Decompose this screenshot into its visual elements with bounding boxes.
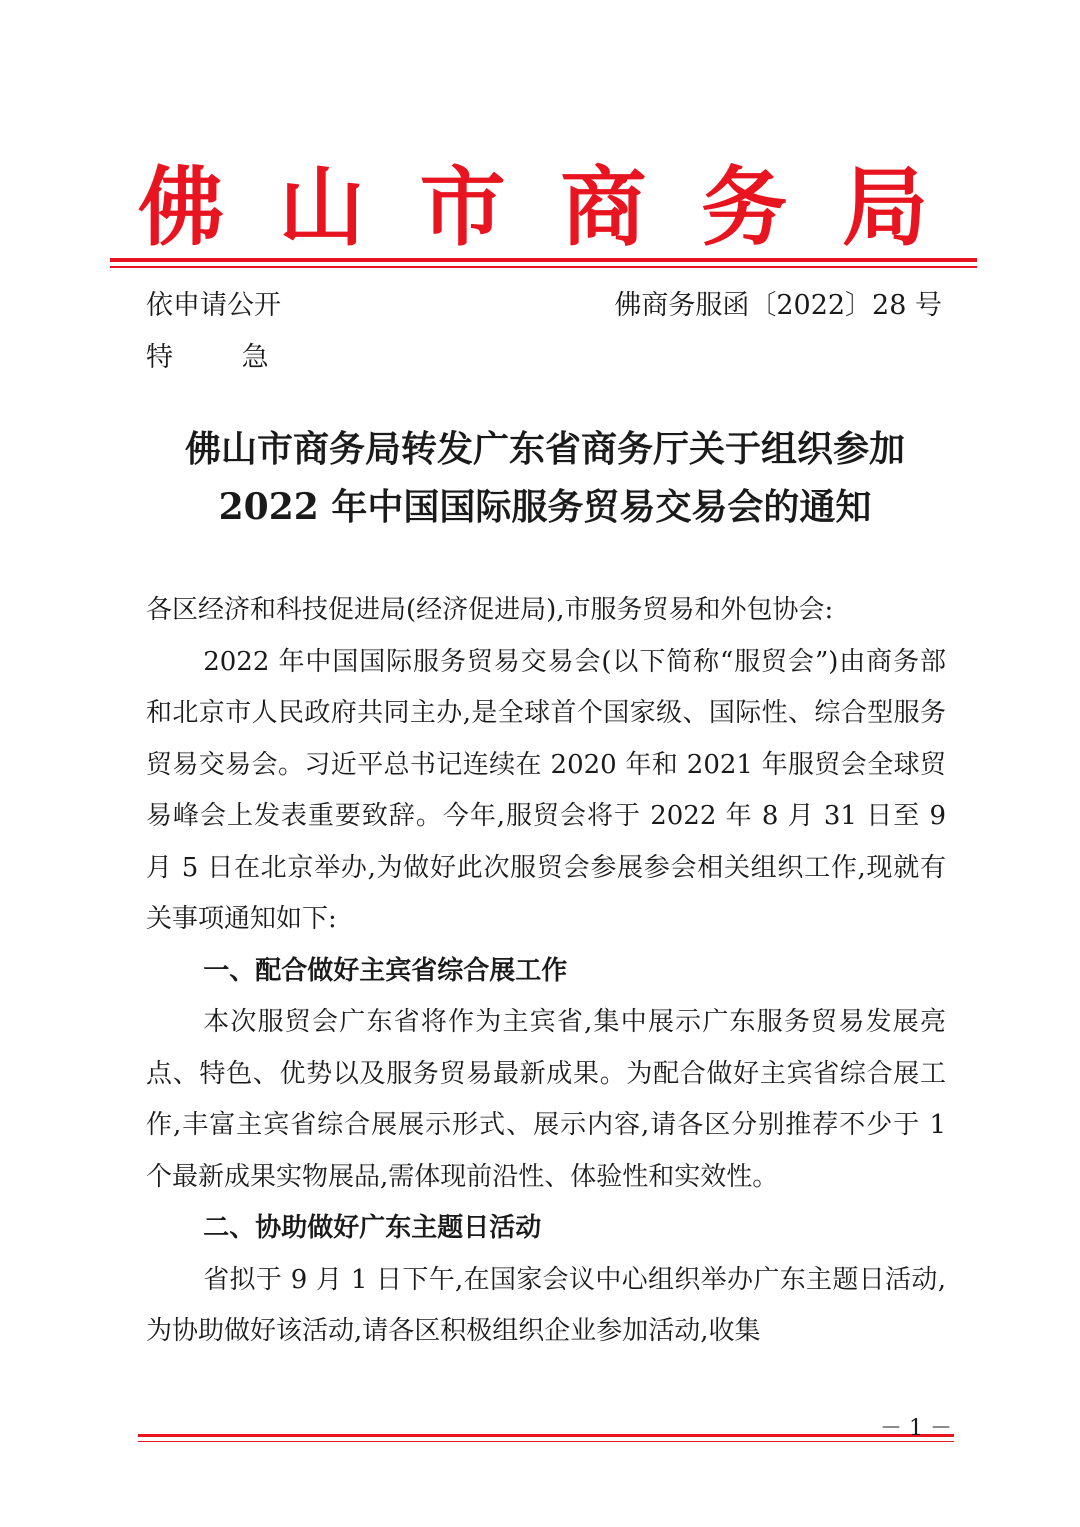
document-body (146, 585, 946, 1358)
issuer-char: 商 (560, 157, 647, 258)
addressee: 各区经济和科技促进局(经济促进局),市服务贸易和外包协会: (146, 595, 834, 625)
paragraph-intro: 2022 年中国国际服务贸易交易会(以下简称“服贸会”)由商务部和北京市人民政府共同主办,是全球首个国家级、国际性、综合型服务贸易交易会。习近平总书记连续在 2020 年和 2021 年服贸会全球贸易峰会上发表重要致辞。今年,服贸会将于 2022 年 8 月 31 日至 9 月 5 日在北京举办,为做好此次服贸会参展参会相关组织工作,现就有关事项通知如下: (146, 646, 946, 934)
issuer-header (138, 158, 928, 258)
header-divider-thin (110, 266, 977, 268)
urgency-label: 特 急 (146, 342, 299, 373)
issuer-char: 局 (841, 157, 928, 258)
title-line-1: 佛山市商务局转发广东省商务厅关于组织参加 (184, 428, 905, 470)
document-title (120, 420, 970, 536)
issuer-char: 佛 (138, 157, 224, 258)
issuer-char: 市 (419, 157, 506, 258)
title-line-2: 2022 年中国国际服务贸易交易会的通知 (218, 486, 872, 528)
footer-divider (138, 1434, 954, 1437)
header-divider (110, 258, 977, 262)
section-heading-1: 一、配合做好主宾省综合展工作 (203, 955, 568, 986)
meta-block (146, 286, 299, 378)
section-heading-2: 二、协助做好广东主题日活动 (203, 1213, 542, 1243)
footer-divider-thin (138, 1441, 954, 1442)
paragraph-section-2: 省拟于 9 月 1 日下午,在国家会议中心组织举办广东主题日活动,为协助做好该活动,请各区积极组织企业参加活动,收集 (146, 1264, 946, 1346)
issuer-char: 务 (701, 157, 788, 258)
page-number: － 1 － (880, 1416, 952, 1441)
document-number: 佛商务服函〔2022〕28 号 (614, 290, 942, 321)
disclosure-label: 依申请公开 (146, 290, 281, 321)
issuer-char: 山 (278, 157, 365, 258)
paragraph-section-1: 本次服贸会广东省将作为主宾省,集中展示广东服务贸易发展亮点、特色、优势以及服务贸易最新成果。为配合做好主宾省综合展工作,丰富主宾省综合展展示形式、展示内容,请各区分别推荐不少于 1 个最新成果实物展品,需体现前沿性、体验性和实效性。 (146, 1007, 946, 1192)
